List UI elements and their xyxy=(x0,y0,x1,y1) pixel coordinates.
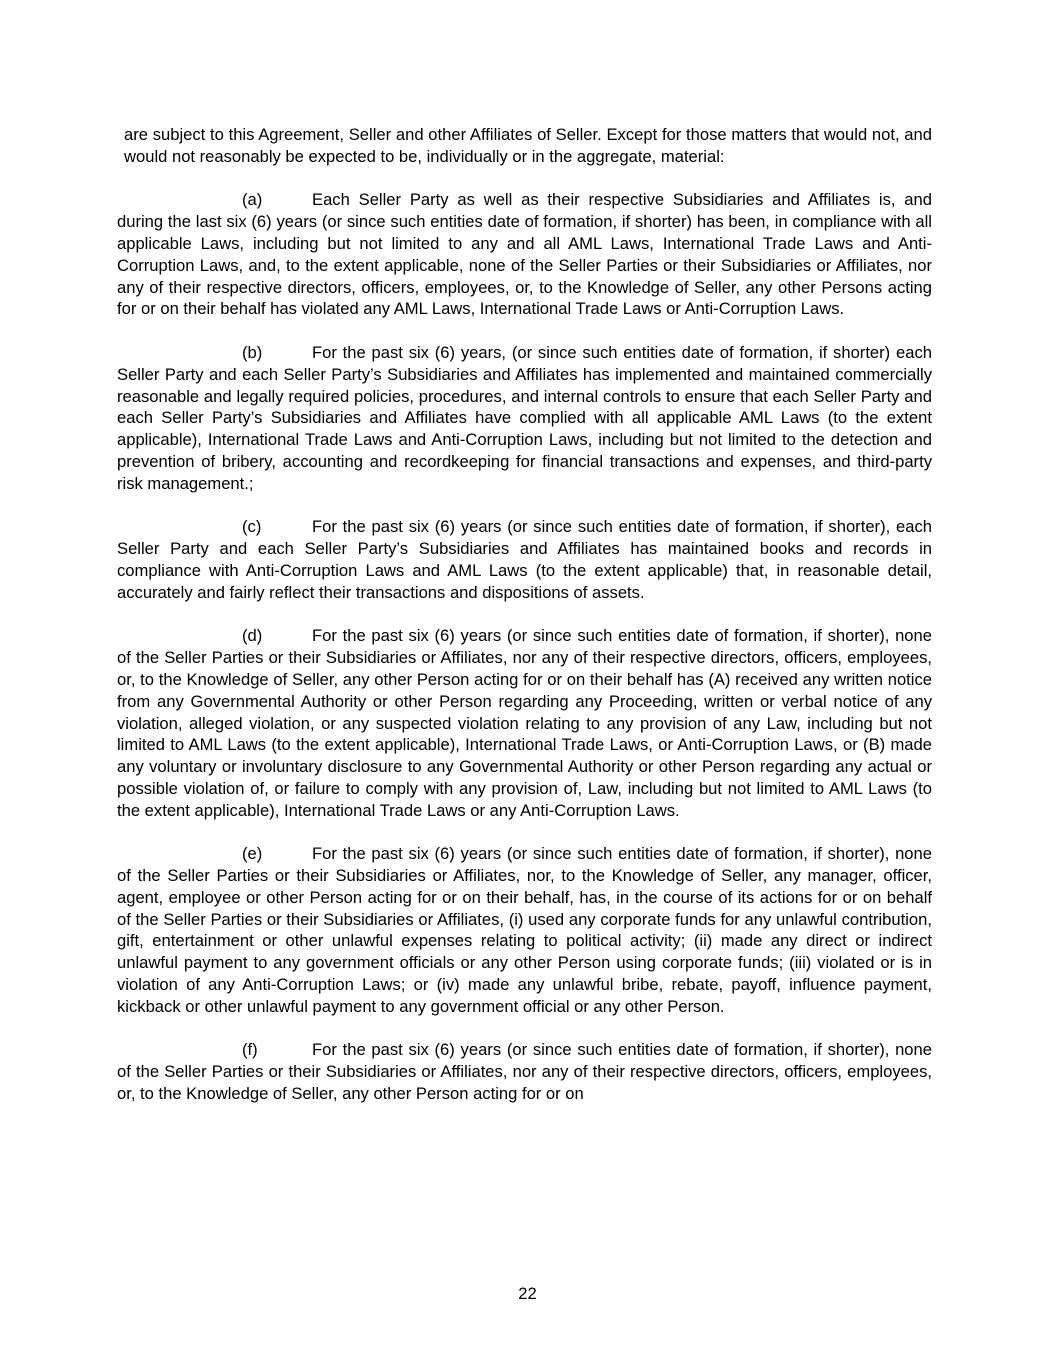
paragraph-text: For the past six (6) years (or since such entities date of formation, if shorter), none of the Seller Parties or their Subsidiaries or Affiliates, nor, to the Knowledge of Seller, any manager, officer, agent, employee or other Person acting for or on their behalf, has, in the course of its actions for or on behalf of the Seller Parties or their Subsidiaries or Affiliates, (i) used any corporate funds for any unlawful contribution, gift, entertainment or other unlawful expenses relating to political activity; (ii) made any direct or indirect unlawful payment to any government officials or any other Person using corporate funds; (iii) violated or is in violation of any Anti-Corruption Laws; or (iv) made any unlawful bribe, rebate, payoff, influence payment, kickback or other unlawful payment to any government official or any other Person. xyxy=(117,844,932,1016)
page-number: 22 xyxy=(518,1284,537,1303)
paragraph-b xyxy=(117,342,932,495)
paragraph-text: For the past six (6) years (or since such entities date of formation, if shorter), none of the Seller Parties or their Subsidiaries or Affiliates, nor any of their respective directors, officers, employees, or, to the Knowledge of Seller, any other Person acting for or on xyxy=(117,1040,932,1104)
paragraph-d xyxy=(117,625,932,821)
paragraph-marker: (d) xyxy=(242,626,263,646)
paragraph-text: For the past six (6) years (or since such entities date of formation, if shorter), each Seller Party and each Seller Party’s Subsidiaries and Affiliates has maintained books and records in compliance with Anti-Corruption Laws and AML Laws (to the extent applicable) that, in reasonable detail, accurately and fairly reflect their transactions and dispositions of assets. xyxy=(117,517,932,602)
paragraph-text: Each Seller Party as well as their respective Subsidiaries and Affiliates is, and during the last six (6) years (or since such entities date of formation, if shorter) has been, in compliance with all applicable Laws, including but not limited to any and all AML Laws, International Trade Laws and Anti-Corruption Laws, and, to the extent applicable, none of the Seller Parties or their Subsidiaries or Affiliates, nor any of their respective directors, officers, employees, or, to the Knowledge of Seller, any other Persons acting for or on their behalf has violated any AML Laws, International Trade Laws or Anti-Corruption Laws. xyxy=(117,190,932,319)
paragraph-text: For the past six (6) years (or since such entities date of formation, if shorter), none of the Seller Parties or their Subsidiaries or Affiliates, nor any of their respective directors, officers, employees, or, to the Knowledge of Seller, any other Person acting for or on their behalf has (A) received any written notice from any Governmental Authority or other Person regarding any Proceeding, written or verbal notice of any violation, alleged violation, or any suspected violation relating to any provision of any Law, including but not limited to AML Laws (to the extent applicable), International Trade Laws, or Anti-Corruption Laws, or (B) made any voluntary or involuntary disclosure to any Governmental Authority or other Person regarding any actual or possible violation of, or failure to comply with any provision of, Law, including but not limited to AML Laws (to the extent applicable), International Trade Laws or any Anti-Corruption Laws. xyxy=(117,626,932,820)
paragraph-marker: (b) xyxy=(242,342,263,362)
paragraph-marker: (f) xyxy=(242,1040,258,1060)
paragraph-marker: (e) xyxy=(242,844,263,864)
paragraph-a xyxy=(117,189,932,320)
paragraph-text: For the past six (6) years, (or since such entities date of formation, if shorter) each Seller Party and each Seller Party’s Subsidiaries and Affiliates has implemented and maintained commercially reasonable and legally required policies, procedures, and internal controls to ensure that each Seller Party and each Seller Party’s Subsidiaries and Affiliates have complied with all applicable AML Laws (to the extent applicable), International Trade Laws and Anti-Corruption Laws, including but not limited to the detection and prevention of bribery, accounting and recordkeeping for financial transactions and expenses, and third-party risk management.; xyxy=(117,342,932,493)
document-body xyxy=(117,124,932,1127)
paragraph-marker: (a) xyxy=(242,190,263,210)
paragraph-marker: (c) xyxy=(242,517,262,537)
paragraph-e xyxy=(117,843,932,1017)
paragraph-f xyxy=(117,1039,932,1104)
intro-paragraph: are subject to this Agreement, Seller and other Affiliates of Seller. Except for those matters that would not, and would not reasonably be expected to be, individually or in the aggregate, material: xyxy=(124,125,932,166)
paragraph-c xyxy=(117,516,932,603)
